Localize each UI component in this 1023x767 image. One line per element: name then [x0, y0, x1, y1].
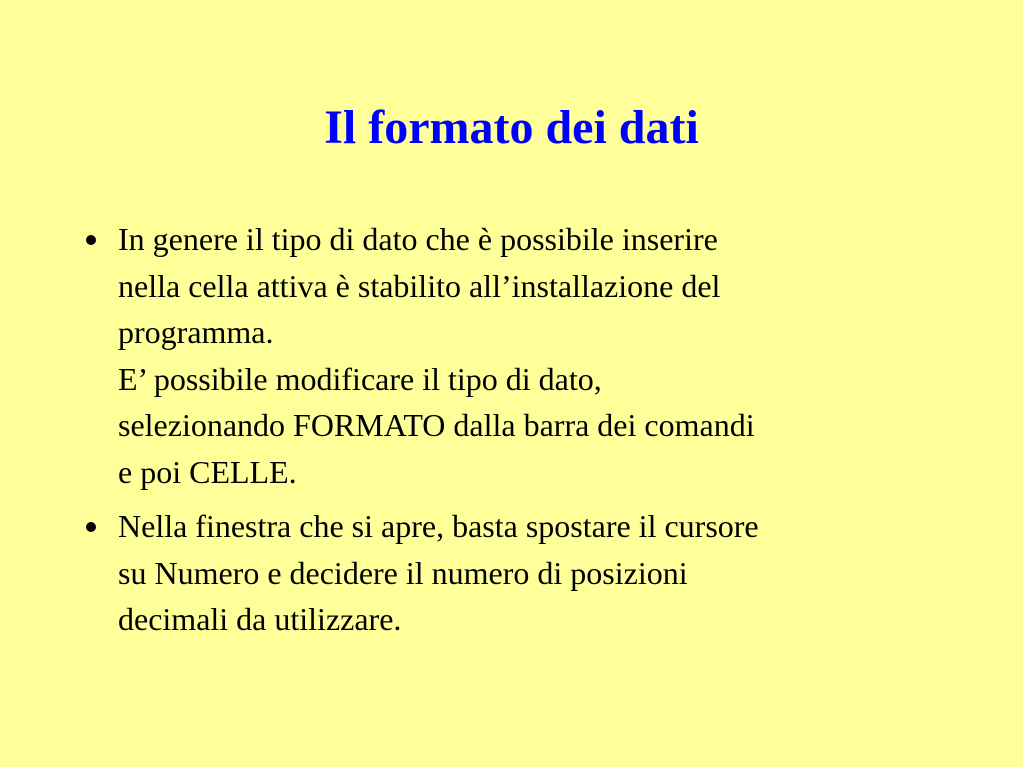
slide-title: Il formato dei dati: [324, 101, 699, 154]
bullet-text-line: E’ possibile modificare il tipo di dato,: [118, 360, 602, 397]
bullet-text-line: nella cella attiva è stabilito all’installazione del: [118, 267, 721, 304]
bullet-text-line: e poi CELLE.: [118, 453, 297, 490]
bullet-dot-icon: [86, 235, 96, 245]
bullet-text-line: In genere il tipo di dato che è possibile inserire: [118, 221, 718, 257]
bullet-list: [84, 216, 974, 651]
bullet-text-line: programma.: [118, 314, 274, 350]
bullet-text-line: decimali da utilizzare.: [118, 601, 402, 637]
bullet-text-line: Nella finestra che si apre, basta spostare il cursore: [118, 508, 759, 544]
bullet-item: [84, 503, 974, 643]
bullet-text-line: selezionando FORMATO dalla barra dei comandi: [118, 407, 755, 443]
bullet-item: [84, 216, 974, 495]
bullet-dot-icon: [86, 522, 96, 532]
bullet-text-line: su Numero e decidere il numero di posizioni: [118, 554, 688, 591]
